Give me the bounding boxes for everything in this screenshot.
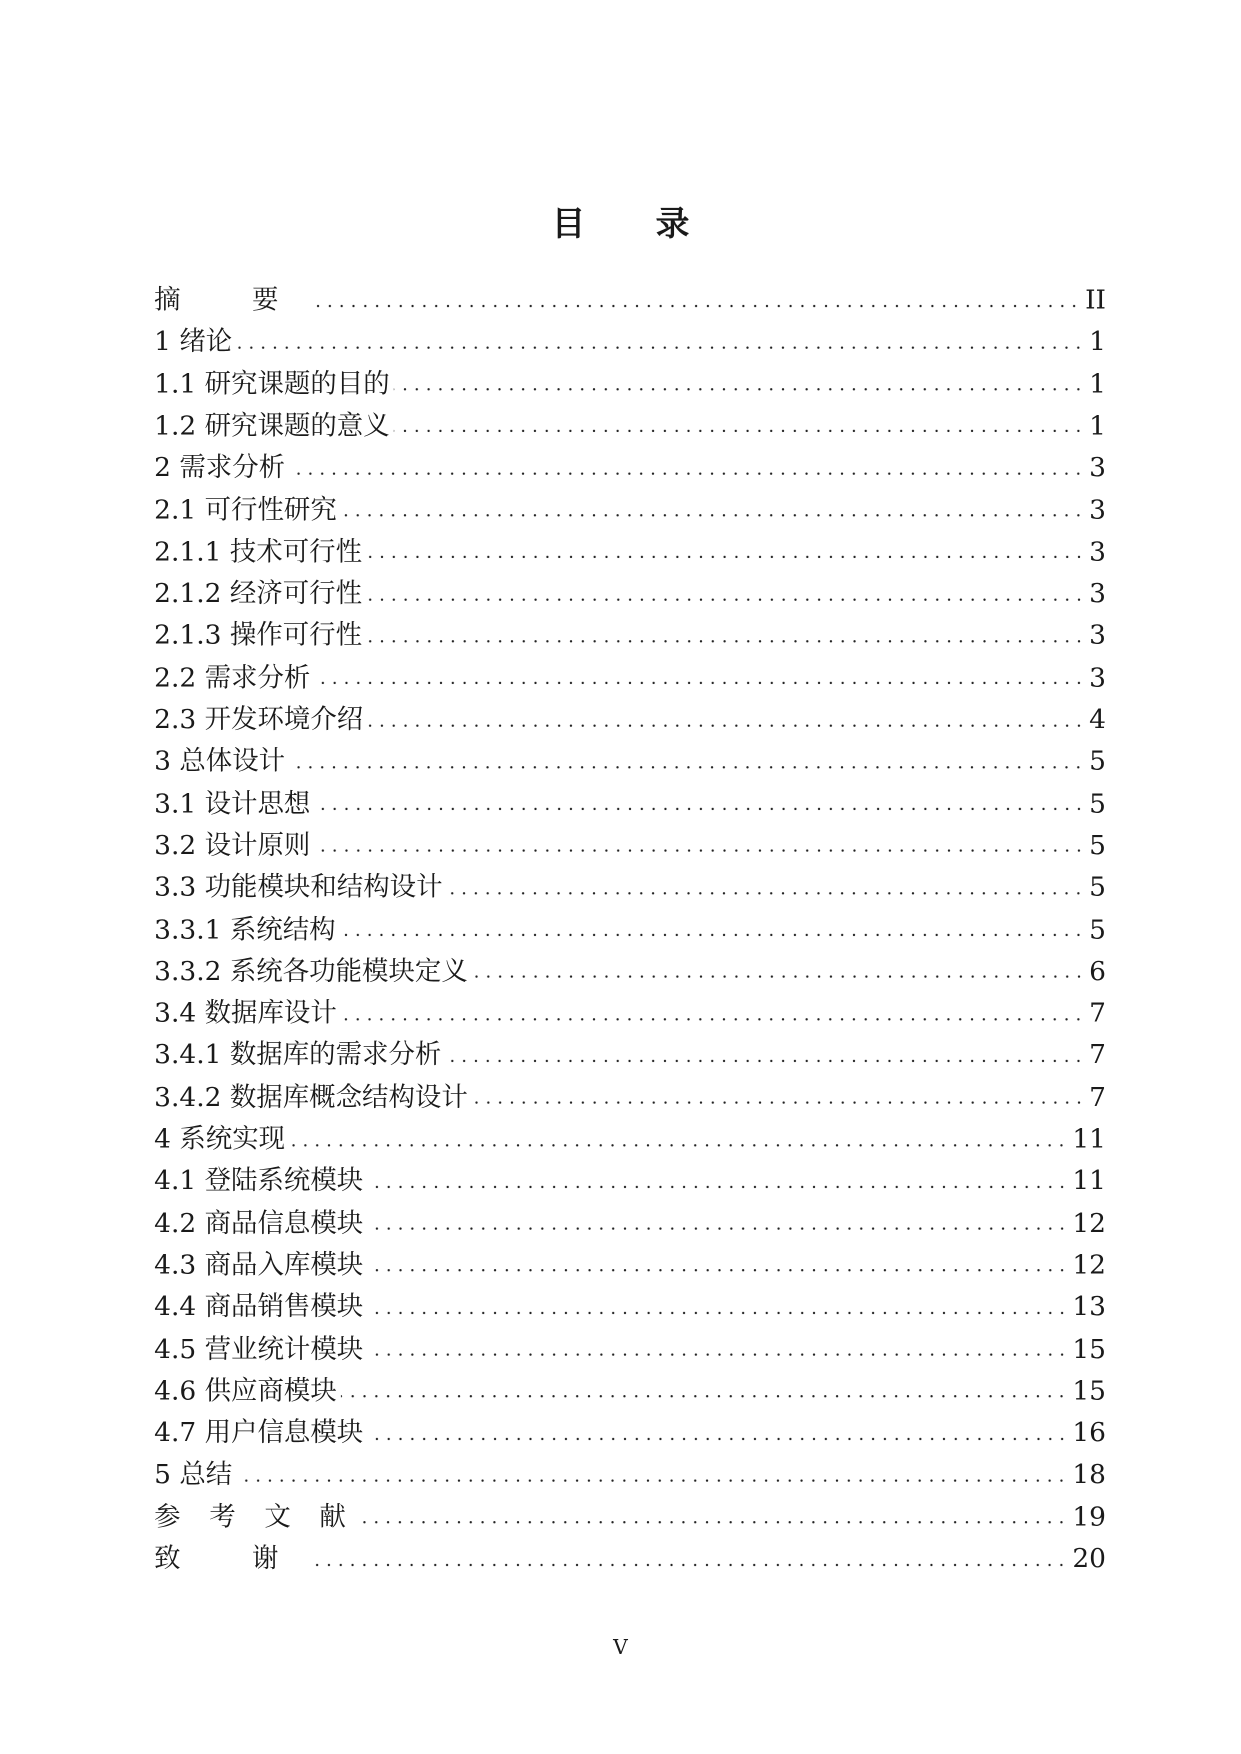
toc-entry-page-number: II — [1085, 283, 1106, 316]
toc-dot-leader — [367, 640, 1085, 642]
toc-entry-page-number: 4 — [1089, 703, 1106, 735]
toc-entry-page-number: 11 — [1072, 1122, 1106, 1155]
toc-entry[interactable] — [154, 615, 1106, 657]
toc-entry[interactable] — [154, 657, 1106, 699]
toc-entry-label: 4.6 供应商模块 — [154, 1374, 337, 1407]
toc-entry-page-number: 3 — [1089, 451, 1106, 483]
toc-entry-label: 参 考 文 献 — [154, 1500, 357, 1533]
toc-dot-leader — [446, 1060, 1085, 1062]
toc-entry[interactable] — [154, 1286, 1106, 1328]
toc-dot-leader — [290, 1144, 1068, 1146]
toc-dot-leader — [472, 1102, 1084, 1104]
toc-entry[interactable] — [154, 1244, 1106, 1286]
toc-entry[interactable] — [154, 531, 1106, 573]
toc-entry-label: 3.4 数据库设计 — [154, 996, 337, 1029]
toc-entry-label: 1 绪论 — [154, 325, 233, 357]
toc-dot-leader — [290, 472, 1085, 474]
toc-dot-leader — [237, 1479, 1068, 1481]
toc-dot-leader — [368, 1228, 1068, 1230]
toc-entry-page-number: 15 — [1072, 1332, 1106, 1365]
toc-entry-page-number: 5 — [1089, 745, 1106, 777]
toc-entry[interactable] — [154, 699, 1106, 741]
toc-entry[interactable] — [154, 1160, 1106, 1202]
page-title: 目 录 — [551, 204, 719, 245]
toc-entry-page-number: 12 — [1072, 1206, 1106, 1239]
toc-dot-leader — [340, 934, 1085, 936]
toc-entry-label: 1.2 研究课题的意义 — [154, 409, 390, 441]
toc-entry-page-number: 5 — [1089, 913, 1106, 945]
toc-dot-leader — [472, 976, 1084, 978]
toc-dot-leader — [367, 598, 1085, 600]
toc-entry-label: 2.1.1 技术可行性 — [154, 535, 363, 567]
toc-entry[interactable] — [154, 321, 1106, 363]
toc-entry-page-number: 5 — [1089, 829, 1106, 861]
toc-entry-label: 4.3 商品入库模块 — [154, 1248, 364, 1281]
toc-entry-label: 3 总体设计 — [154, 745, 286, 777]
toc-dot-leader — [368, 1186, 1068, 1188]
toc-entry-label: 4 系统实现 — [154, 1122, 286, 1155]
toc-entry[interactable] — [154, 825, 1106, 867]
toc-entry-page-number: 1 — [1089, 325, 1106, 357]
toc-dot-leader — [447, 892, 1085, 894]
toc-entry-page-number: 15 — [1072, 1374, 1106, 1407]
toc-entry[interactable] — [154, 1412, 1106, 1454]
toc-entry-page-number: 7 — [1089, 1038, 1106, 1071]
toc-entry[interactable] — [154, 867, 1106, 909]
toc-entry-page-number: 16 — [1072, 1416, 1106, 1449]
toc-dot-leader — [368, 1270, 1068, 1272]
toc-entry-page-number: 20 — [1072, 1542, 1106, 1574]
toc-entry-label: 2 需求分析 — [154, 451, 286, 483]
toc-entry-label: 2.1.2 经济可行性 — [154, 577, 363, 609]
page-number: V — [613, 1635, 628, 1660]
toc-dot-leader — [341, 1018, 1084, 1020]
toc-dot-leader — [368, 1437, 1068, 1439]
toc-entry[interactable] — [154, 573, 1106, 615]
toc-entry[interactable] — [154, 1034, 1106, 1076]
toc-entry[interactable] — [154, 992, 1106, 1034]
toc-entry-page-number: 3 — [1089, 535, 1106, 567]
toc-entry[interactable] — [154, 1496, 1106, 1538]
toc-entry[interactable] — [154, 741, 1106, 783]
toc-entry-label: 3.3.1 系统结构 — [154, 913, 336, 945]
toc-dot-leader — [394, 388, 1084, 390]
toc-entry-label: 2.2 需求分析 — [154, 661, 311, 693]
toc-entry-label: 摘 要 — [154, 283, 310, 316]
toc-entry-label: 3.3.2 系统各功能模块定义 — [154, 954, 468, 987]
toc-dot-leader — [315, 808, 1085, 810]
toc-entry-page-number: 6 — [1089, 954, 1106, 987]
toc-entry-page-number: 3 — [1089, 661, 1106, 693]
toc-entry-page-number: 13 — [1072, 1290, 1106, 1323]
toc-dot-leader — [341, 514, 1084, 516]
toc-dot-leader — [367, 556, 1085, 558]
toc-entry-label: 4.5 营业统计模块 — [154, 1332, 364, 1365]
toc-entry-page-number: 5 — [1089, 787, 1106, 819]
toc-entry[interactable] — [154, 1538, 1106, 1580]
toc-dot-leader — [290, 766, 1085, 768]
toc-dot-leader — [314, 1563, 1067, 1565]
toc-dot-leader — [315, 850, 1085, 852]
toc-entry[interactable] — [154, 1202, 1106, 1244]
toc-entry-label: 3.4.2 数据库概念结构设计 — [154, 1080, 468, 1113]
toc-entry-label: 2.3 开发环境介绍 — [154, 703, 364, 735]
toc-entry-label: 3.2 设计原则 — [154, 829, 311, 861]
toc-entry-label: 3.3 功能模块和结构设计 — [154, 871, 443, 903]
toc-dot-leader — [341, 1395, 1068, 1397]
toc-entry-label: 4.4 商品销售模块 — [154, 1290, 364, 1323]
toc-entry[interactable] — [154, 1076, 1106, 1118]
toc-entry-label: 4.1 登陆系统模块 — [154, 1164, 364, 1197]
toc-entry-label: 4.2 商品信息模块 — [154, 1206, 364, 1239]
toc-entry-page-number: 7 — [1089, 1080, 1106, 1113]
toc-entry-page-number: 19 — [1072, 1500, 1106, 1533]
toc-entry-label: 2.1 可行性研究 — [154, 493, 337, 525]
toc-entry-page-number: 3 — [1089, 493, 1106, 525]
toc-entry-page-number: 3 — [1089, 619, 1106, 651]
toc-dot-leader — [314, 304, 1080, 306]
toc-entry[interactable] — [154, 447, 1106, 489]
toc-dot-leader — [394, 430, 1084, 432]
toc-entry-page-number: 11 — [1072, 1164, 1106, 1197]
toc-entry-page-number: 7 — [1089, 996, 1106, 1029]
toc-entry-page-number: 18 — [1072, 1458, 1106, 1491]
toc-dot-leader — [368, 724, 1085, 726]
toc-entry-page-number: 3 — [1089, 577, 1106, 609]
toc-dot-leader — [315, 682, 1085, 684]
toc-entry[interactable] — [154, 279, 1106, 321]
toc-dot-leader — [368, 1353, 1068, 1355]
toc-entry[interactable] — [154, 1118, 1106, 1160]
toc-entry[interactable] — [154, 405, 1106, 447]
toc-entry-page-number: 1 — [1089, 409, 1106, 441]
toc-entry-page-number: 1 — [1089, 367, 1106, 399]
toc-entry-label: 1.1 研究课题的目的 — [154, 367, 390, 399]
toc-entry-label: 致 谢 — [154, 1542, 310, 1574]
toc-entry[interactable] — [154, 363, 1106, 405]
toc-entry-label: 3.1 设计思想 — [154, 787, 311, 819]
toc-entry-page-number: 12 — [1072, 1248, 1106, 1281]
toc-entry-label: 4.7 用户信息模块 — [154, 1416, 364, 1449]
toc-entry-label: 3.4.1 数据库的需求分析 — [154, 1038, 442, 1071]
toc-entry-label: 5 总结 — [154, 1458, 233, 1491]
toc-entry-label: 2.1.3 操作可行性 — [154, 619, 363, 651]
toc-entry[interactable] — [154, 1328, 1106, 1370]
toc-dot-leader — [368, 1311, 1068, 1313]
toc-dot-leader — [237, 346, 1085, 348]
toc-entry[interactable] — [154, 950, 1106, 992]
toc-entry[interactable] — [154, 783, 1106, 825]
toc-dot-leader — [361, 1521, 1068, 1523]
toc-entry[interactable] — [154, 1454, 1106, 1496]
toc-entry-page-number: 5 — [1089, 871, 1106, 903]
toc-entry[interactable] — [154, 909, 1106, 951]
toc-entry[interactable] — [154, 1370, 1106, 1412]
toc-entry[interactable] — [154, 489, 1106, 531]
